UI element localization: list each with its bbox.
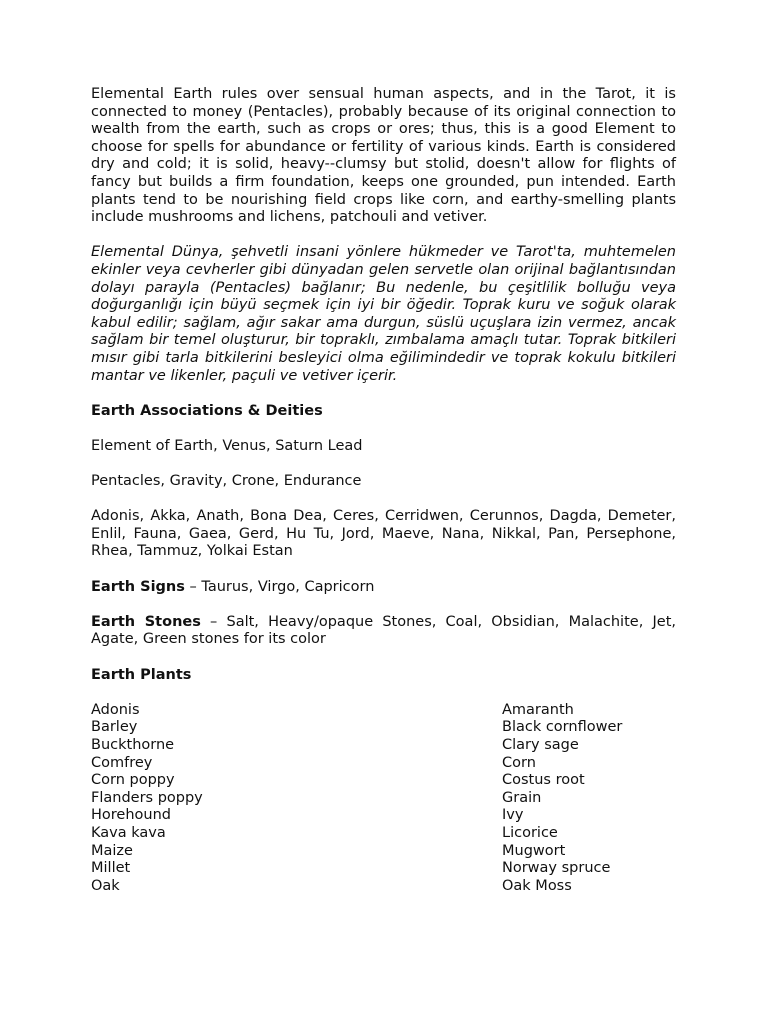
plants-right-column — [502, 702, 622, 896]
intro-english-paragraph: Elemental Earth rules over sensual human aspects, and in the Tarot, it is connected to money (Pentacles), probably because of its original connection to wealth from the earth, such as crops or ores; thus, this is a good Element to choose for spells for abundance or fertility of various kinds. Earth is considered dry and cold; it is solid, heavy--clumsy but stolid, doesn't allow for flights of fancy but builds a firm foundation, keeps one grounded, pun intended. Earth plants tend to be nourishing field crops like corn, and earthy-smelling plants include mushrooms and lichens, patchouli and vetiver. — [91, 86, 676, 226]
associations-heading: Earth Associations & Deities — [91, 402, 323, 419]
intro-turkish-paragraph: Elemental Dünya, şehvetli insani yönlere hükmeder ve Tarot'ta, muhtemelen ekinler veya cevherler gibi dünyadan gelen servetle olan orijinal bağlantısından dolayı parayla (Pentacles) bağlanır; Bu nedenle, bu çeşitlilik bolluğu veya doğurganlığı için büyü seçmek için iyi bir öğedir. Toprak kuru ve soğuk olarak kabul edilir; sağlam, ağır sakar ama durgun, süslü uçuşlara izin vermez, ancak sağlam bir temel oluşturur, bir topraklı, zımbalama amaçlı tutar. Toprak bitkileri mısır gibi tarla bitkilerini besleyici olma eğilimindedir ve toprak kokulu bitkileri mantar ve likenler, paçuli ve vetiver içerir. — [91, 244, 676, 384]
plant-item: Amaranth — [502, 701, 574, 718]
earth-signs-line — [91, 579, 676, 597]
plant-item: Mugwort — [502, 842, 566, 859]
plant-item: Clary sage — [502, 736, 579, 753]
plant-item: Black cornflower — [502, 719, 623, 736]
earth-signs-label: Earth Signs — [91, 578, 185, 595]
plant-item: Comfrey — [91, 754, 153, 771]
plant-item: Buckthorne — [91, 736, 175, 753]
plant-item: Oak Moss — [502, 877, 572, 894]
plants-left-column — [91, 702, 502, 896]
associations-line-symbols: Pentacles, Gravity, Crone, Endurance — [91, 473, 362, 490]
deities-paragraph: Adonis, Akka, Anath, Bona Dea, Ceres, Cerridwen, Cerunnos, Dagda, Demeter, Enlil, Fauna, Gaea, Gerd, Hu Tu, Jord, Maeve, Nana, Nikkal, Pan, Persephone, Rhea, Tammuz, Yolkai Estan — [91, 508, 676, 560]
plant-item: Corn poppy — [91, 772, 175, 789]
document-page — [91, 86, 676, 895]
plant-item: Flanders poppy — [91, 789, 203, 806]
earth-stones-text: – Salt, Heavy/opaque Stones, Coal, Obsidian, Malachite, Jet, Agate, Green stones for its color — [91, 613, 676, 648]
plant-item: Grain — [502, 789, 542, 806]
earth-plants-list — [91, 702, 676, 896]
plant-item: Licorice — [502, 824, 558, 841]
associations-line-elements: Element of Earth, Venus, Saturn Lead — [91, 437, 363, 454]
earth-stones-label: Earth Stones — [91, 613, 201, 630]
plant-item: Norway spruce — [502, 860, 611, 877]
plant-item: Corn — [502, 754, 536, 771]
plant-item: Horehound — [91, 807, 171, 824]
plant-item: Costus root — [502, 772, 585, 789]
plant-item: Kava kava — [91, 824, 166, 841]
plant-item: Adonis — [91, 701, 140, 718]
plant-item: Millet — [91, 860, 131, 877]
earth-plants-heading: Earth Plants — [91, 666, 192, 683]
earth-stones-paragraph — [91, 614, 676, 649]
plant-item: Maize — [91, 842, 133, 859]
plant-item: Barley — [91, 719, 138, 736]
plant-item: Oak — [91, 877, 120, 894]
plant-item: Ivy — [502, 807, 524, 824]
earth-signs-text: – Taurus, Virgo, Capricorn — [184, 578, 375, 595]
